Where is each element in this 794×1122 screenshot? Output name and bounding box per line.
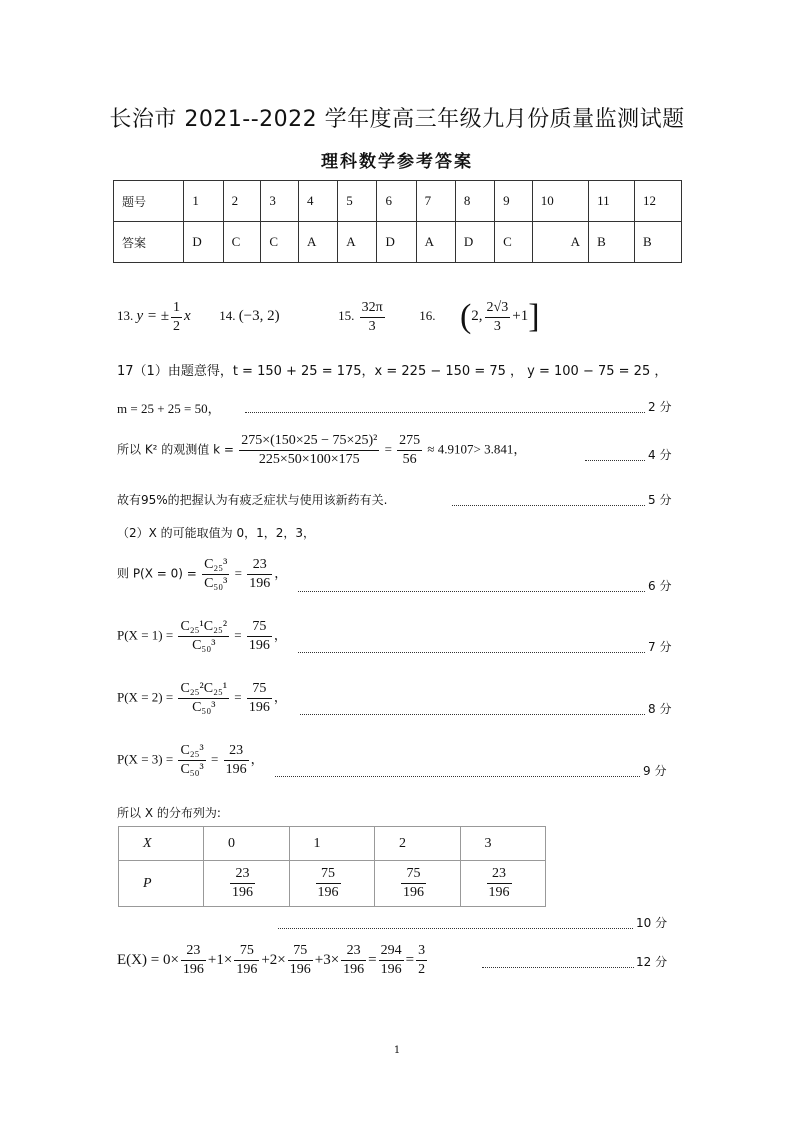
q16-label: 16. <box>419 307 436 323</box>
dot-leader <box>245 412 645 413</box>
page-subtitle: 理科数学参考答案 <box>321 152 473 172</box>
answer-cell: B <box>589 222 635 263</box>
score-12: 12 分 <box>636 955 668 969</box>
question-number: 8 <box>455 181 494 222</box>
question-number: 7 <box>416 181 455 222</box>
question-number: 2 <box>223 181 261 222</box>
score-5: 5 分 <box>648 493 672 507</box>
answer-cell: C <box>495 222 533 263</box>
q16-tail: +1 <box>512 307 529 324</box>
p-value: $\frac{23}{196}$ <box>204 861 290 907</box>
q17-line-1: 17（1）由题意得，t = 150 + 25 = 175，x = 225 − 150 = 75 ， y = 100 − 75 = 25 ， <box>117 364 668 379</box>
dot-leader <box>275 776 640 777</box>
p-value: $\frac{75}{196}$ <box>375 861 461 907</box>
q16-fraction: $\frac{2√3}{3}$ <box>486 299 509 334</box>
question-number: 5 <box>338 181 377 222</box>
distribution-table <box>118 826 546 907</box>
answer-cell: D <box>184 222 223 263</box>
answer-cell: C <box>223 222 261 263</box>
question-number: 10 <box>532 181 588 222</box>
answer-cell: C <box>261 222 299 263</box>
x-value: 2 <box>375 827 461 861</box>
question-number: 1 <box>184 181 223 222</box>
dot-leader <box>300 714 645 715</box>
answer-cell: A <box>532 222 588 263</box>
page-title: 长治市 2021--2022 学年度高三年级九月份质量监测试题 <box>109 107 685 132</box>
p-x1: P(X = 1) = $\frac{\text{C₂₅¹C₂₅²}}{\text{C₅₀³}}$ = $\frac{75}{196}$ ， <box>117 619 287 653</box>
answer-cell: A <box>299 222 338 263</box>
q14-expr: (−3, 2) <box>238 307 280 324</box>
q17-line-4: 故有95%的把握认为有疲乏症状与使用该新药有关. <box>117 493 388 507</box>
q14-label: 14. <box>219 307 236 323</box>
dot-leader <box>298 652 645 653</box>
x-value: 3 <box>460 827 546 861</box>
score-8: 8 分 <box>648 702 672 716</box>
p-label: P <box>119 861 204 907</box>
p-x3: P(X = 3) = $\frac{\text{C₂₅³}}{\text{C₅₀³}}$ = $\frac{23}{196}$ ， <box>117 743 264 777</box>
q13-fraction: $\frac{1}{2}$ <box>173 299 181 334</box>
table-row <box>119 827 546 861</box>
score-7: 7 分 <box>648 640 672 654</box>
fill-in-answers: 13. y = ± $\frac{1}{2}$ x 14. (−3, 2) 15. $\frac{32\pi}{3}$ 16. (2, $\frac{2√3}{3}$ +1] <box>117 298 540 335</box>
question-number: 4 <box>299 181 338 222</box>
x-label: X <box>119 827 204 861</box>
score-10: 10 分 <box>636 916 668 930</box>
table-row <box>114 181 682 222</box>
p-x0: 则 P(X = 0) = $\frac{\text{C₂₅³}}{\text{C₅₀³}}$ = $\frac{23}{196}$ ， <box>117 557 288 591</box>
answer-table <box>113 180 682 263</box>
row-label-answer: 答案 <box>114 222 184 263</box>
q15-fraction: $\frac{32\pi}{3}$ <box>361 299 383 334</box>
p-value: $\frac{23}{196}$ <box>460 861 546 907</box>
question-number: 9 <box>495 181 533 222</box>
answer-cell: B <box>634 222 681 263</box>
q17-k2-formula: 所以 K² 的观测值 k = $\frac{\text{275×(150×25 − 75×25)²}}{225\times 50\times 100\times 175}$ = $\frac{275}{56}$ ≈ 4.9107> 3.841， <box>117 433 527 467</box>
score-9: 9 分 <box>643 764 667 778</box>
score-2: 2 分 <box>648 400 672 414</box>
q17-line-2: m = 25 + 25 = 50， <box>117 401 221 416</box>
score-6: 6 分 <box>648 579 672 593</box>
dot-leader <box>482 967 634 968</box>
table-row <box>119 861 546 907</box>
expectation-formula: E(X) = 0× $\frac{23}{196}$ +1× $\frac{75}{196}$ +2× $\frac{75}{196}$ +3× $\frac{23}{196}$ = $\frac{294}{196}$ = $\frac{3}{2}$ <box>117 943 426 977</box>
dot-leader <box>278 928 633 929</box>
answer-cell: D <box>455 222 494 263</box>
x-value: 1 <box>289 827 375 861</box>
p-value: $\frac{75}{196}$ <box>289 861 375 907</box>
question-number: 6 <box>377 181 416 222</box>
q17-line-5: （2）X 的可能取值为 0，1，2，3， <box>117 526 316 540</box>
dot-leader <box>585 460 645 461</box>
x-value: 0 <box>204 827 290 861</box>
q13-expr: y = ± <box>136 307 170 324</box>
answer-cell: A <box>338 222 377 263</box>
dist-intro: 所以 X 的分布列为: <box>117 806 221 820</box>
q13-label: 13. <box>117 307 134 323</box>
q15-label: 15. <box>338 307 355 323</box>
row-label-number: 题号 <box>114 181 184 222</box>
score-4: 4 分 <box>648 448 672 462</box>
p-x2: P(X = 2) = $\frac{\text{C₂₅²C₂₅¹}}{\text{C₅₀³}}$ = $\frac{75}{196}$ ， <box>117 681 287 715</box>
q13-var: x <box>184 307 191 324</box>
question-number: 3 <box>261 181 299 222</box>
question-number: 11 <box>589 181 635 222</box>
answer-cell: D <box>377 222 416 263</box>
page-number: 1 <box>393 1045 401 1056</box>
question-number: 12 <box>634 181 681 222</box>
table-row <box>114 222 682 263</box>
dot-leader <box>452 505 645 506</box>
dot-leader <box>298 591 645 592</box>
q16-left: 2, <box>471 307 483 324</box>
answer-cell: A <box>416 222 455 263</box>
